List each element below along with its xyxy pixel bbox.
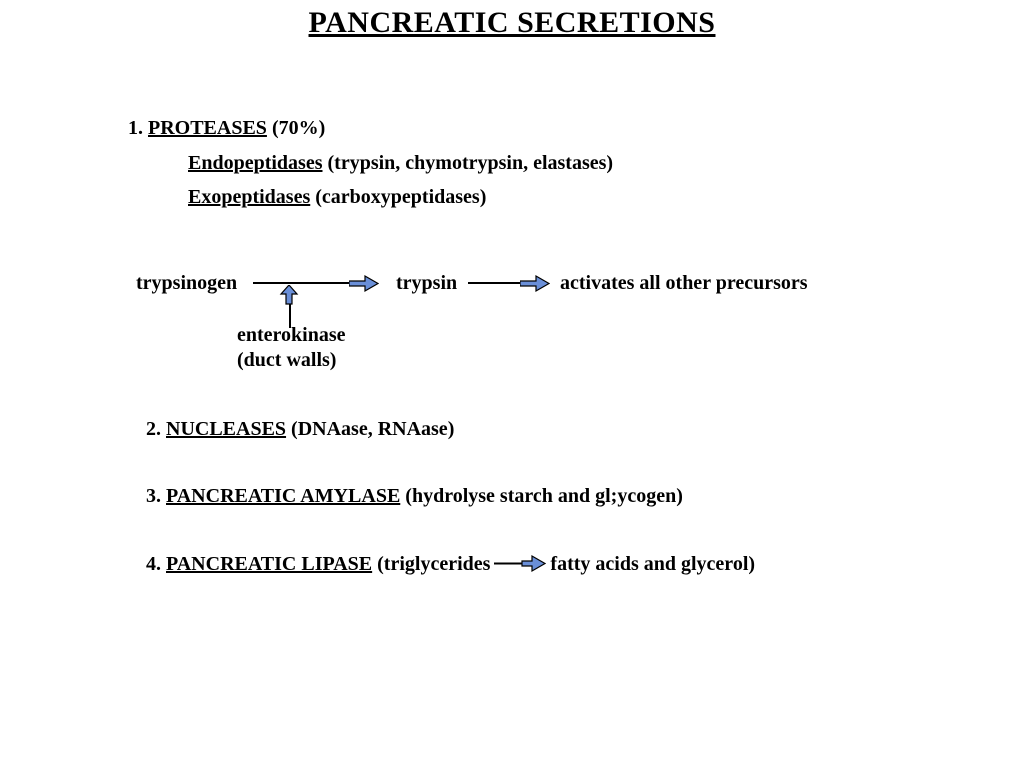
connector-line [468, 282, 520, 284]
item-detail: (trypsin, chymotrypsin, elastases) [322, 152, 614, 174]
list-item-nucleases [146, 418, 454, 441]
item-number: 4. [146, 553, 166, 575]
list-item-endopeptidases [188, 152, 613, 175]
item-detail: (70%) [266, 117, 326, 139]
item-detail: (hydrolyse starch and gl;ycogen) [400, 485, 683, 507]
item-detail: (carboxypeptidases) [310, 186, 487, 208]
page-title: PANCREATIC SECRETIONS [308, 6, 716, 39]
connector-line [253, 282, 349, 284]
right-arrow-icon [520, 274, 550, 293]
item-term: PANCREATIC LIPASE [166, 553, 373, 575]
list-item-exopeptidases [188, 186, 486, 209]
item-detail: (triglycerides [372, 553, 491, 575]
list-item-proteases [128, 117, 325, 140]
flow-label-trypsinogen: trypsinogen [136, 272, 238, 294]
list-item-lipase [146, 553, 755, 577]
item-number: 3. [146, 485, 166, 507]
item-number: 2. [146, 418, 166, 440]
item-term: NUCLEASES [166, 418, 287, 440]
item-term: PROTEASES [148, 117, 267, 139]
flow-label-trypsin: trypsin [396, 272, 458, 294]
enzyme-label [237, 323, 346, 373]
list-item-amylase [146, 485, 683, 508]
item-term: Exopeptidases [188, 186, 311, 208]
flow-label-activates: activates all other precursors [560, 272, 808, 294]
right-arrow-icon [349, 274, 379, 293]
item-term: PANCREATIC AMYLASE [166, 485, 401, 507]
up-arrow-icon [279, 285, 299, 305]
enzyme-name: enterokinase [237, 324, 346, 346]
item-detail: fatty acids and glycerol) [550, 553, 756, 575]
right-arrow-icon [494, 554, 546, 573]
item-detail: (DNAase, RNAase) [286, 418, 455, 440]
enzyme-location: (duct walls) [237, 349, 337, 371]
item-term: Endopeptidases [188, 152, 323, 174]
item-number: 1. [128, 117, 148, 139]
